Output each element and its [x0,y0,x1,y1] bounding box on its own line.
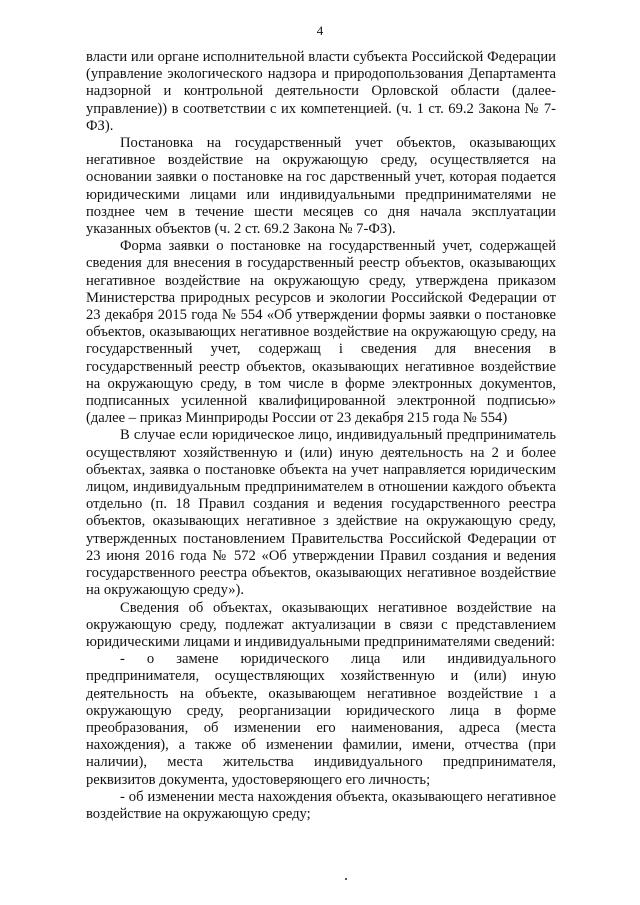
paragraph-application-form: Форма заявки о постановке на государственный учет, содержащей сведения для внесения в государственный реестр объектов, оказывающих негативное воздействие на окружающую среду, утверждена приказом Министерства природных ресурсов и экологии Российской Федерации от 23 декабря 2015 года № 554 «Об утверждении формы заявки о постановке объектов, оказывающих негативное воздействие на окружающую среду, на государственный учет, содержащ i сведения для внесения в государственный реестр объектов, оказывающих негативное воздействие на окружающую среду, в том числе в форме электронных документов, подписанных усиленной квалифицированной электронной подписью» (далее – приказ Минприроды России от 23 декабря 215 года № 554) [86,238,556,427]
paragraph-registration: Постановка на государственный учет объектов, оказывающих негативное воздействие на окружающую среду, осуществляется на основании заявки о постановке на гос дарственный учет, которая подается юридическими лицами или индивидуальными предпринимателями не позднее чем в течение шести месяцев со дня начала эксплуатации указанных объектов (ч. 2 ст. 69.2 Закона № 7-ФЗ). [86,135,556,238]
paragraph-authority-continuation: власти или органе исполнительной власти субъекта Российской Федерации (управление экологического надзора и природопользования Департамента надзорной и контрольной деятельности Орловской области (далее-управление)) в соответствии с их компетенцией. (ч. 1 ст. 69.2 Закона № 7-ФЗ). [86,49,556,134]
scan-speck [345,878,347,880]
page-number: 4 [316,23,324,38]
list-item-location-change: - об изменении места нахождения объекта, оказывающего негативное воздействие на окружающую среду; [86,788,556,822]
document-body [86,49,556,823]
paragraph-multiple-objects: В случае если юридическое лицо, индивидуальный предприниматель осуществляют хозяйственную и (или) иную деятельность на 2 и более объектах, заявка о постановке объекта на учет направляется юридическим лицом, индивидуальным предпринимателем в отношении каждого объекта отдельно (п. 18 Правил создания и ведения государственного реестра объектов, оказывающих негативное з здействие на окружающую среду, утвержденных постановлением Правительства Российской Федерации от 23 июня 2016 года № 572 «Об утверждении Правил создания и ведения государственного реестра объектов, оказывающих негативное воздействие на окружающую среду»). [86,427,556,599]
list-item-replacement: - о замене юридического лица или индивидуального предпринимателя, осуществляющих хозяйственную и (или) иную деятельность на объекте, оказывающем негативное воздействие ı a окружающую среду, реорганизации юридического лица в форме преобразования, об изменении его наименования, адреса (места нахождения), а также об изменении фамилии, имени, отчества (при наличии), места жительства индивидуального предпринимателя, реквизитов документа, удостоверяющего его личность; [86,651,556,788]
paragraph-actualization: Сведения об объектах, оказывающих негативное воздействие на окружающую среду, подлежат актуализации в связи с представлением юридическими лицами и индивидуальными предпринимателями сведений: [86,599,556,650]
